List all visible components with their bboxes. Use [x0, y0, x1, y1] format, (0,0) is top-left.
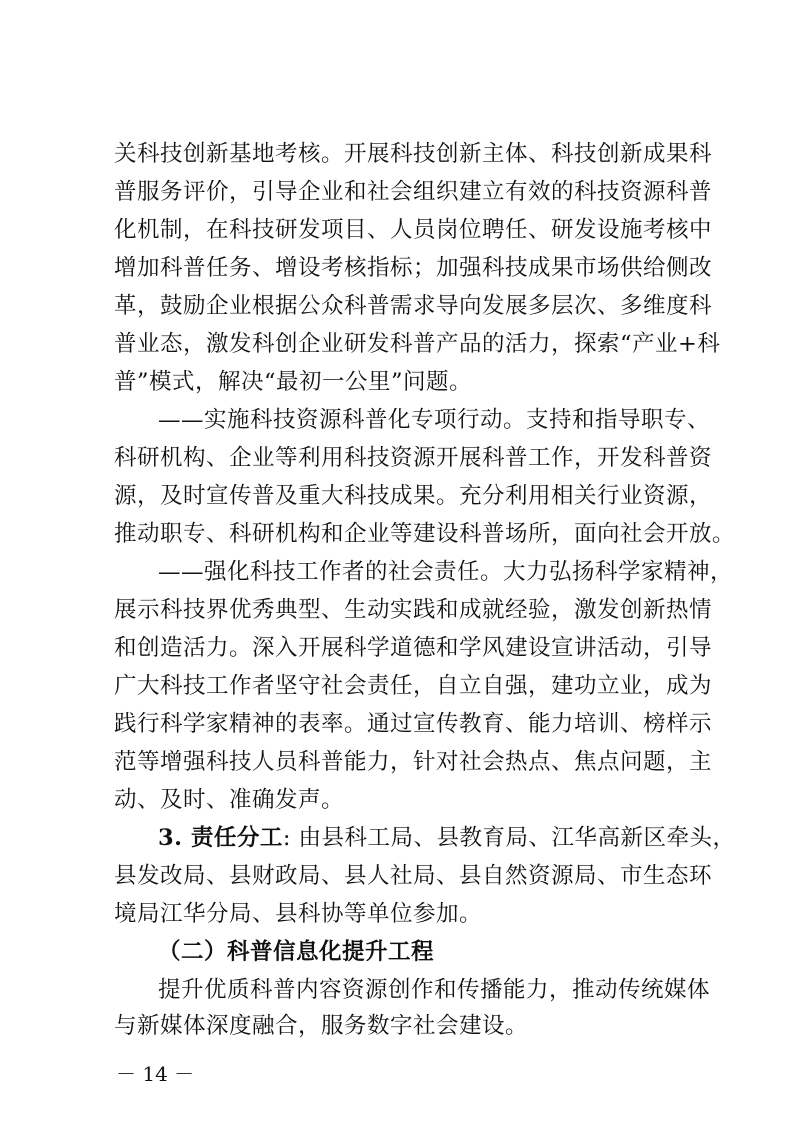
body-line: ——强化科技工作者的社会责任。大力弘扬科学家精神， — [158, 559, 734, 585]
responsibility-text: : 由县科工局、县教育局、江华高新区牵头， — [282, 825, 736, 851]
body-line: 展示科技界优秀典型、生动实践和成就经验，激发创新热情 — [114, 597, 713, 623]
section-heading: （二）科普信息化提升工程 — [158, 939, 435, 965]
body-line: 科研机构、企业等利用科技资源开展科普工作，开发科普资 — [114, 445, 713, 471]
body-line: 革，鼓励企业根据公众科普需求导向发展多层次、多维度科 — [114, 293, 713, 319]
body-line: 县发改局、县财政局、县人社局、县自然资源局、市生态环 — [114, 863, 713, 889]
body-line: 增加科普任务、增设考核指标；加强科技成果市场供给侧改 — [114, 255, 713, 281]
body-line: 源，及时宣传普及重大科技成果。充分利用相关行业资源， — [114, 483, 713, 509]
body-line: 境局江华分局、县科协等单位参加。 — [114, 901, 483, 927]
body-line: 推动职专、科研机构和企业等建设科普场所，面向社会开放。 — [114, 521, 736, 547]
body-line: 范等增强科技人员科普能力，针对社会热点、焦点问题，主 — [114, 749, 713, 775]
body-line: 和创造活力。深入开展科学道德和学风建设宣讲活动，引导 — [114, 635, 713, 661]
body-line: 提升优质科普内容资源创作和传播能力，推动传统媒体 — [158, 977, 711, 1003]
responsibility-label: 3. 责任分工 — [158, 825, 283, 851]
body-line: 与新媒体深度融合，服务数字社会建设。 — [114, 1013, 529, 1039]
body-line: ——实施科技资源科普化专项行动。支持和指导职专、 — [158, 407, 711, 433]
body-line: 动、及时、准确发声。 — [114, 787, 345, 813]
body-line: 关科技创新基地考核。开展科技创新主体、科技创新成果科 — [114, 141, 713, 167]
body-line: 普服务评价，引导企业和社会组织建立有效的科技资源科普 — [114, 179, 713, 205]
responsibility-line — [158, 823, 736, 853]
body-line: 普业态，激发科创企业研发科普产品的活力，探索“产业+科 — [114, 331, 721, 357]
page-number: － 14 － — [116, 1062, 195, 1086]
body-line: 践行科学家精神的表率。通过宣传教育、能力培训、榜样示 — [114, 711, 713, 737]
body-line: 化机制，在科技研发项目、人员岗位聘任、研发设施考核中 — [114, 217, 713, 243]
body-line: 广大科技工作者坚守社会责任，自立自强，建功立业，成为 — [114, 673, 713, 699]
body-line: 普”模式，解决“最初一公里”问题。 — [114, 369, 473, 395]
